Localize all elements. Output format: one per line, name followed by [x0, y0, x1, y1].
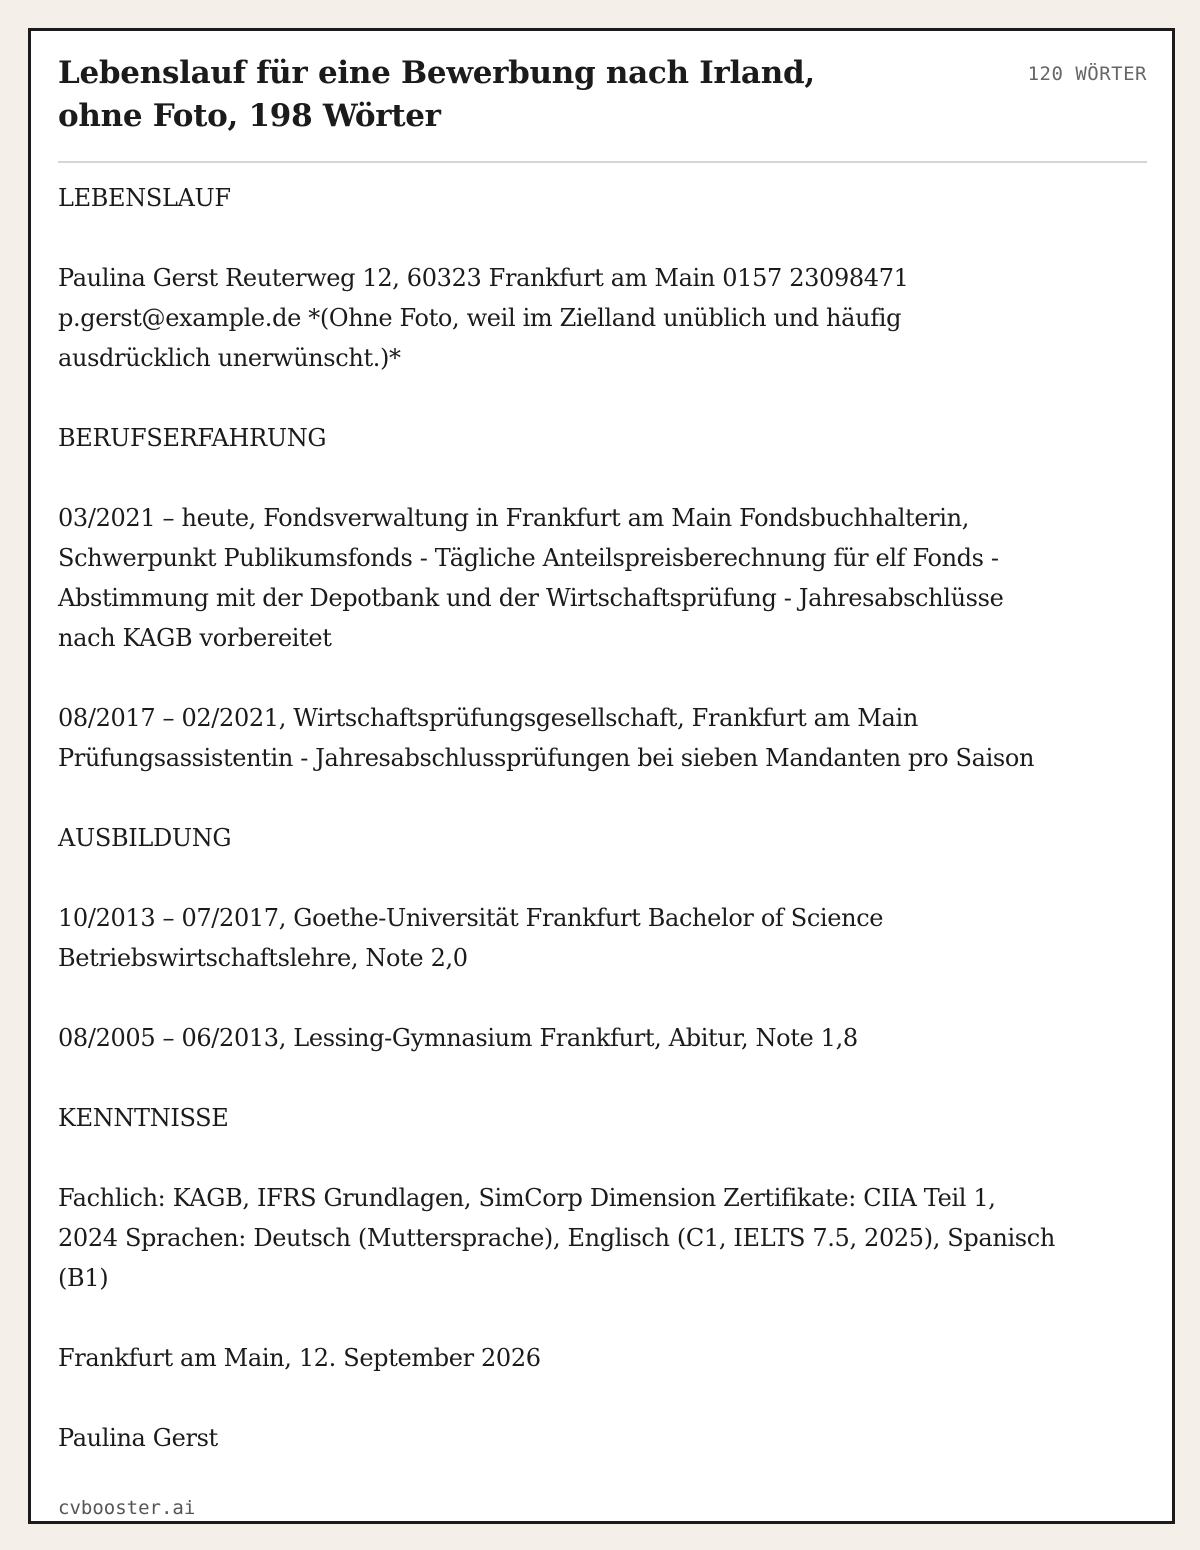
header-divider — [58, 161, 1147, 163]
page-title-line-2: ohne Foto, 198 Wörter — [58, 98, 441, 134]
contact-block: Paulina Gerst Reuterweg 12, 60323 Frankfurt am Main 0157 23098471 p.gerst@example.de *(Ohne Foto, weil im Zielland unüblich und häufig ausdrücklich unerwünscht.)* — [58, 264, 909, 372]
word-count-label: 120 WÖRTER — [1027, 63, 1147, 85]
section-heading-experience: BERUFSERFAHRUNG — [58, 424, 327, 452]
cv-body — [58, 178, 1058, 1458]
education-entry-2: 08/2005 – 06/2013, Lessing-Gymnasium Frankfurt, Abitur, Note 1,8 — [58, 1024, 858, 1052]
card-header — [58, 52, 1147, 138]
experience-entry-2: 08/2017 – 02/2021, Wirtschaftsprüfungsgesellschaft, Frankfurt am Main Prüfungsassistentin - Jahresabschlussprüfungen bei sieben Mandanten pro Saison — [58, 704, 1035, 772]
place-date: Frankfurt am Main, 12. September 2026 — [58, 1344, 541, 1372]
experience-entry-1: 03/2021 – heute, Fondsverwaltung in Frankfurt am Main Fondsbuchhalterin, Schwerpunkt Publikumsfonds - Tägliche Anteilspreisberechnung für elf Fonds - Abstimmung mit der Depotbank und der Wirtschaftsprüfung - Jahresabschlüsse nach KAGB vorbereitet — [58, 504, 1004, 652]
education-entry-1: 10/2013 – 07/2017, Goethe-Universität Frankfurt Bachelor of Science Betriebswirtschaftslehre, Note 2,0 — [58, 904, 884, 972]
cv-heading: LEBENSLAUF — [58, 184, 231, 212]
page-title-line-1: Lebenslauf für eine Bewerbung nach Irland, — [58, 55, 815, 91]
signature-name: Paulina Gerst — [58, 1424, 218, 1452]
section-heading-skills: KENNTNISSE — [58, 1104, 229, 1132]
section-heading-education: AUSBILDUNG — [58, 824, 232, 852]
brand-footer: cvbooster.ai — [58, 1497, 196, 1519]
document-card — [28, 28, 1175, 1524]
page-title — [58, 52, 918, 138]
skills-block: Fachlich: KAGB, IFRS Grundlagen, SimCorp Dimension Zertifikate: CIIA Teil 1, 2024 Sprachen: Deutsch (Muttersprache), Englisch (C1, IELTS 7.5, 2025), Spanisch (B1) — [58, 1184, 1055, 1292]
